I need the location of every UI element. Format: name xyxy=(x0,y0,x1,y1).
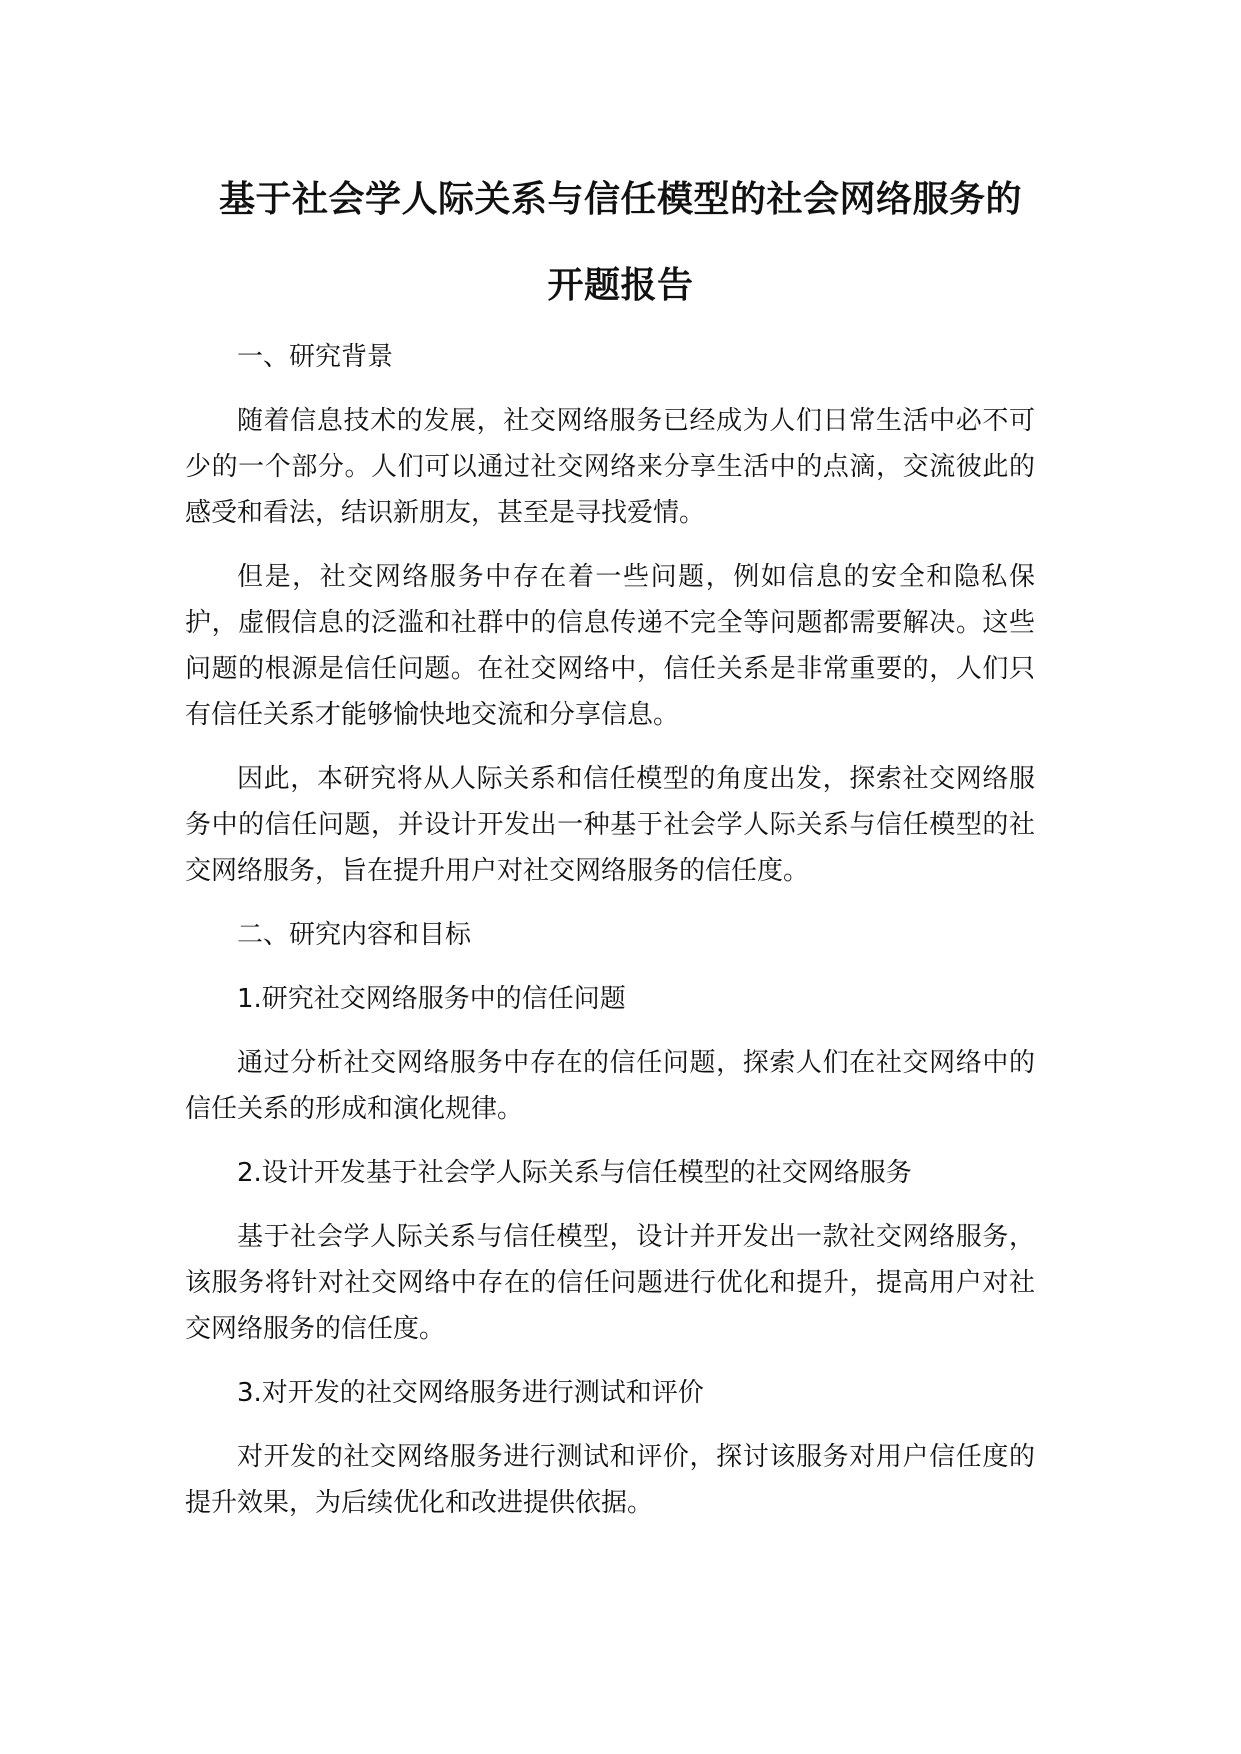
item1-text: 通过分析社交网络服务中存在的信任问题，探索人们在社交网络中的信任关系的形成和演化规律。 xyxy=(185,1048,1035,1124)
item2-text: 基于社会学人际关系与信任模型，设计并开发出一款社交网络服务，该服务将针对社交网络中存在的信任问题进行优化和提升，提高用户对社交网络服务的信任度。 xyxy=(185,1222,1035,1344)
item3-text: 对开发的社交网络服务进行测试和评价，探讨该服务对用户信任度的提升效果，为后续优化和改进提供依据。 xyxy=(185,1442,1035,1518)
section2-heading: 二、研究内容和目标 xyxy=(237,920,472,950)
document-body xyxy=(185,334,1035,1544)
section1-heading: 一、研究背景 xyxy=(237,342,394,372)
item1-heading: 1.研究社交网络服务中的信任问题 xyxy=(237,984,626,1014)
document-title-line2: 开题报告 xyxy=(547,265,694,306)
section1-paragraph-2: 但是，社交网络服务中存在着一些问题，例如信息的安全和隐私保护，虚假信息的泛滥和社群中的信息传递不完全等问题都需要解决。这些问题的根源是信任问题。在社交网络中，信任关系是非常重要的，人们只有信任关系才能够愉快地交流和分享信息。 xyxy=(185,562,1035,730)
section1-paragraph-1: 随着信息技术的发展，社交网络服务已经成为人们日常生活中必不可少的一个部分。人们可以通过社交网络来分享生活中的点滴，交流彼此的感受和看法，结识新朋友，甚至是寻找爱情。 xyxy=(185,406,1035,528)
document-title-line1: 基于社会学人际关系与信任模型的社会网络服务的 xyxy=(218,179,1022,220)
section1-paragraph-3: 因此，本研究将从人际关系和信任模型的角度出发，探索社交网络服务中的信任问题，并设计开发出一种基于社会学人际关系与信任模型的社交网络服务，旨在提升用户对社交网络服务的信任度。 xyxy=(185,764,1035,886)
item3-heading: 3.对开发的社交网络服务进行测试和评价 xyxy=(237,1378,704,1408)
item2-heading: 2.设计开发基于社会学人际关系与信任模型的社交网络服务 xyxy=(237,1158,912,1188)
